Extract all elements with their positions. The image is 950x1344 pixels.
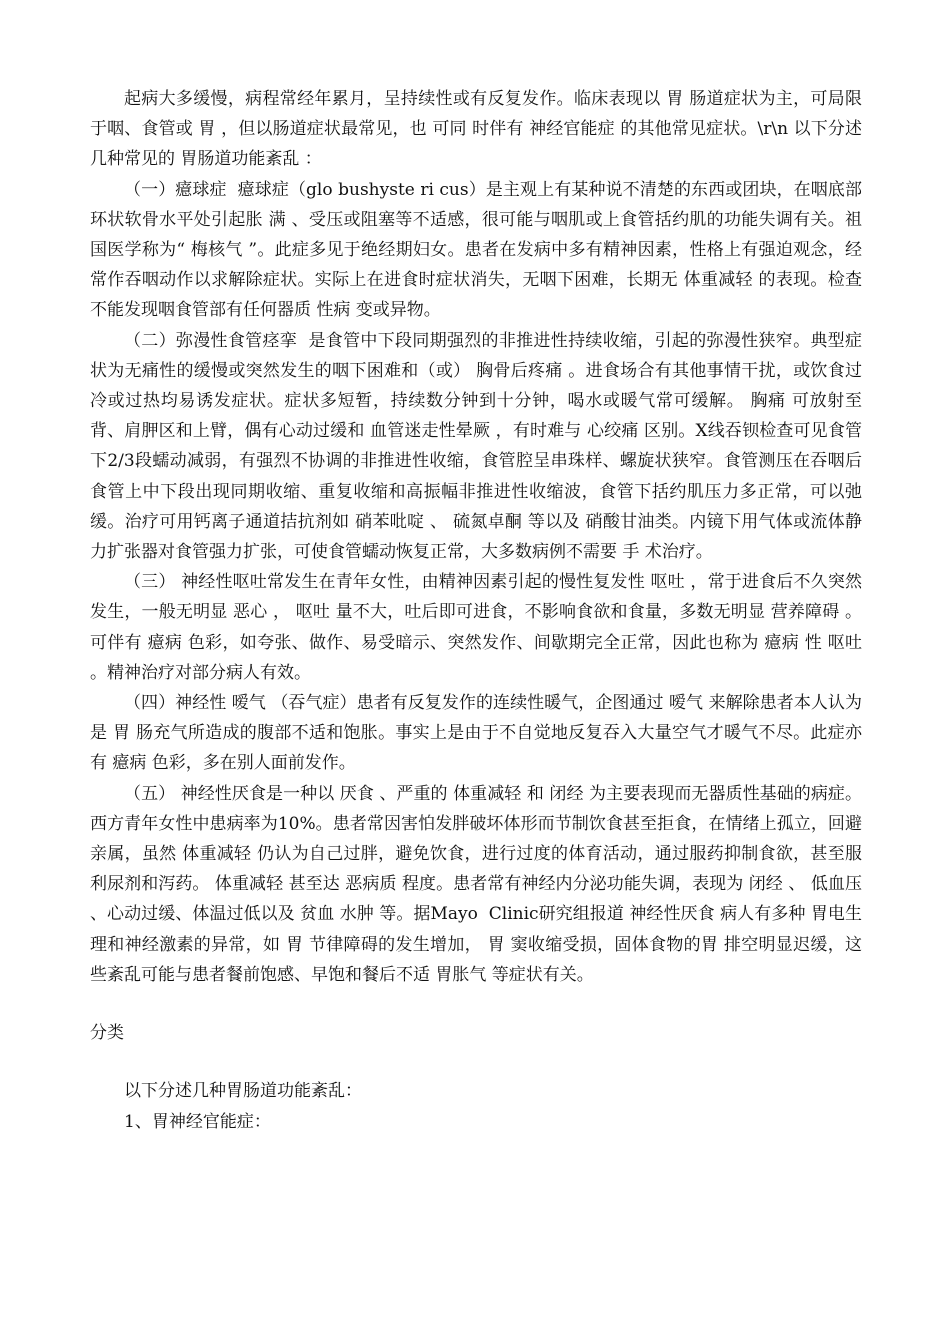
paragraph-esophageal-spasm: （二）弥漫性食管痉挛 是食管中下段同期强烈的非推进性持续收缩，引起的弥漫性狭窄。典型症状为无痛性的缓慢或突然发生的咽下困难和（或） 胸骨后疼痛 。进食场合有其他事情干扰，或饮食过冷或过热均易诱发症状。症状多短暂，持续数分钟到十分钟，喝水或暖气常可缓解。 胸痛 可放射至背、肩胛区和上臂，偶有心动过缓和 血管迷走性晕厥 ，有时难与 心绞痛 区别。X线吞钡检查可见食管下2/3段蠕动减弱，有强烈不协调的非推进性收缩，食管腔呈串珠样、螺旋状狭窄。食管测压在吞咽后食管上中下段出现同期收缩、重复收缩和高振幅非推进性收缩波，食管下括约肌压力多正常，可以弛缓。治疗可用钙离子通道拮抗剂如 硝苯吡啶 、 硫氮卓酮 等以及 硝酸甘油类。内镜下用气体或流体静力扩张器对食管强力扩张，可使食管蠕动恢复正常，大多数病例不需要 手 术治疗。 bbox=[90, 330, 862, 563]
paragraph-intro: 起病大多缓慢，病程常经年累月，呈持续性或有反复发作。临床表现以 胃 肠道症状为主，可局限于咽、食管或 胃 ，但以肠道症状最常见，也 可同 时伴有 神经官能症 的其他常见症状。\r\n 以下分述几种常见的 胃肠道功能紊乱 ： bbox=[90, 89, 862, 170]
section-heading: 分类 bbox=[90, 1023, 124, 1044]
paragraph-belching: （四）神经性 嗳气 （吞气症）患者有反复发作的连续性暖气，企图通过 嗳气 来解除患者本人认为是 胃 肠充气所造成的腹部不适和饱胀。事实上是由于不自觉地反复吞入大量空气才暖气不尽。此症亦有 癔病 色彩，多在别人面前发作。 bbox=[90, 693, 862, 774]
paragraph-nervous-vomiting: （三） 神经性呕吐常发生在青年女性，由精神因素引起的慢性复发性 呕吐 ，常于进食后不久突然发生，一般无明显 恶心 ， 呕吐 量不大，吐后即可进食，不影响食欲和食量，多数无明显 营养障碍 。可伴有 癔病 色彩，如夸张、做作、易受暗示、突然发作、间歇期完全正常，因此也称为 癔病 性 呕吐 。精神治疗对部分病人有效。 bbox=[90, 572, 868, 683]
paragraph-globus: （一）癔球症 癔球症（glo bushyste ri cus）是主观上有某种说不清楚的东西或团块，在咽底部环状软骨水平处引起胀 满 、受压或阻塞等不适感，很可能与咽肌或上食管括约肌的功能失调有关。祖国医学称为“ 梅核气 ”。此症多见于绝经期妇女。患者在发病中多有精神因素，性格上有强迫观念，经常作吞咽动作以求解除症状。实际上在进食时症状消失，无咽下困难，长期无 体重减轻 的表现。检查不能发现咽食管部有任何器质 性病 变或异物。 bbox=[90, 179, 862, 321]
list-item: 1、胃神经官能症： bbox=[124, 1111, 271, 1132]
paragraph-anorexia: （五） 神经性厌食是一种以 厌食 、严重的 体重减轻 和 闭经 为主要表现而无器质性基础的病症。西方青年女性中患病率为10%。患者常因害怕发胖破坏体形而节制饮食甚至拒食，在情绪上孤立，回避亲属，虽然 体重减轻 仍认为自己过胖，避免饮食，进行过度的体育活动，通过服药抑制食欲，甚至服利尿剂和泻药。 体重减轻 甚至达 恶病质 程度。患者常有神经内分泌功能失调，表现为 闭经 、 低血压 、心动过缓、体温过低以及 贫血 水肿 等。据Mayo Clinic研究组报道 神经性厌食 病人有多种 胃电生理和神经激素的异常，如 胃 节律障碍的发生增加， 胃 窦收缩受损，固体食物的胃 排空明显迟缓，这些紊乱可能与患者餐前饱感、早饱和餐后不适 胃胀气 等症状有关。 bbox=[90, 783, 868, 985]
section-intro: 以下分述几种胃肠道功能紊乱： bbox=[124, 1081, 362, 1102]
document-body bbox=[90, 84, 868, 1137]
